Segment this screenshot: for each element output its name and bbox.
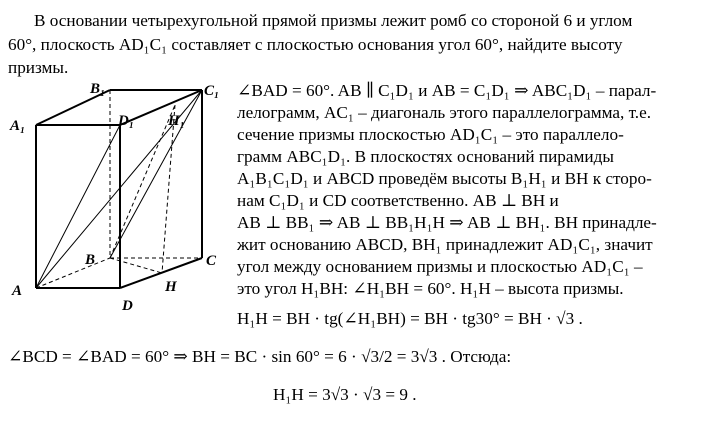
label-A1: A₁ [10,118,26,134]
solution-line-8: жит основанию ABCD, BH₁ принадлежит AD₁C₁, значит [237,235,653,254]
label-A: A [12,283,23,299]
label-D1: D₁ [118,113,135,129]
solution-line-4: грамм ABC₁D₁. В плоскостях оснований пирамиды [237,147,614,166]
solution-line-10: это угол H₁BH: ∠H₁BH = 60°. H₁H – высота призмы. [237,279,624,298]
label-B: B [85,252,96,268]
prism-figure [0,78,240,333]
label-B1: B₁ [90,81,106,97]
formula-bh: ∠BCD = ∠BAD = 60° ⇒ BH = BC · sin 60° = 6 · √3/2 = 3√3 . Отсюда: [8,347,512,366]
solution-line-3: сечение призмы плоскостью AD₁C₁ – это параллело- [237,125,624,144]
problem-line-2: 60°, плоскость AD₁C₁ составляет с плоскостью основания угол 60°, найдите высоту [8,35,623,54]
solution-line-7: AB ⊥ BB₁ ⇒ AB ⊥ BB₁H₁H ⇒ AB ⊥ BH₁. BH принадле- [237,213,657,232]
label-D: D [122,298,133,314]
formula-result: H₁H = 3√3 · √3 = 9 . [273,385,417,404]
label-C1: C₁ [204,83,220,99]
solution-line-5: A₁B₁C₁D₁ и ABCD проведём высоты B₁H₁ и BH к сторо- [237,169,652,188]
solution-line-1: ∠BAD = 60°. AB ∥ C₁D₁ и AB = C₁D₁ ⇒ ABC₁D₁ – парал- [237,81,657,100]
label-C: C [206,253,217,269]
problem-line-1: В основании четырехугольной прямой призмы лежит ромб со стороной 6 и углом [34,11,633,30]
solution-line-6: нам C₁D₁ и CD соответственно. AB ⊥ BH и [237,191,559,210]
problem-line-3: призмы. [8,58,69,77]
formula-height: H₁H = BH · tg(∠H₁BH) = BH · tg30° = BH · √3 . [237,309,583,328]
label-H: H [165,279,177,295]
label-H1: H₁ [168,113,185,129]
solution-line-2: лелограмм, AC₁ – диагональ этого параллелограмма, т.е. [237,103,652,122]
solution-line-9: угол между основанием призмы и плоскостью AD₁C₁ – [237,257,643,276]
